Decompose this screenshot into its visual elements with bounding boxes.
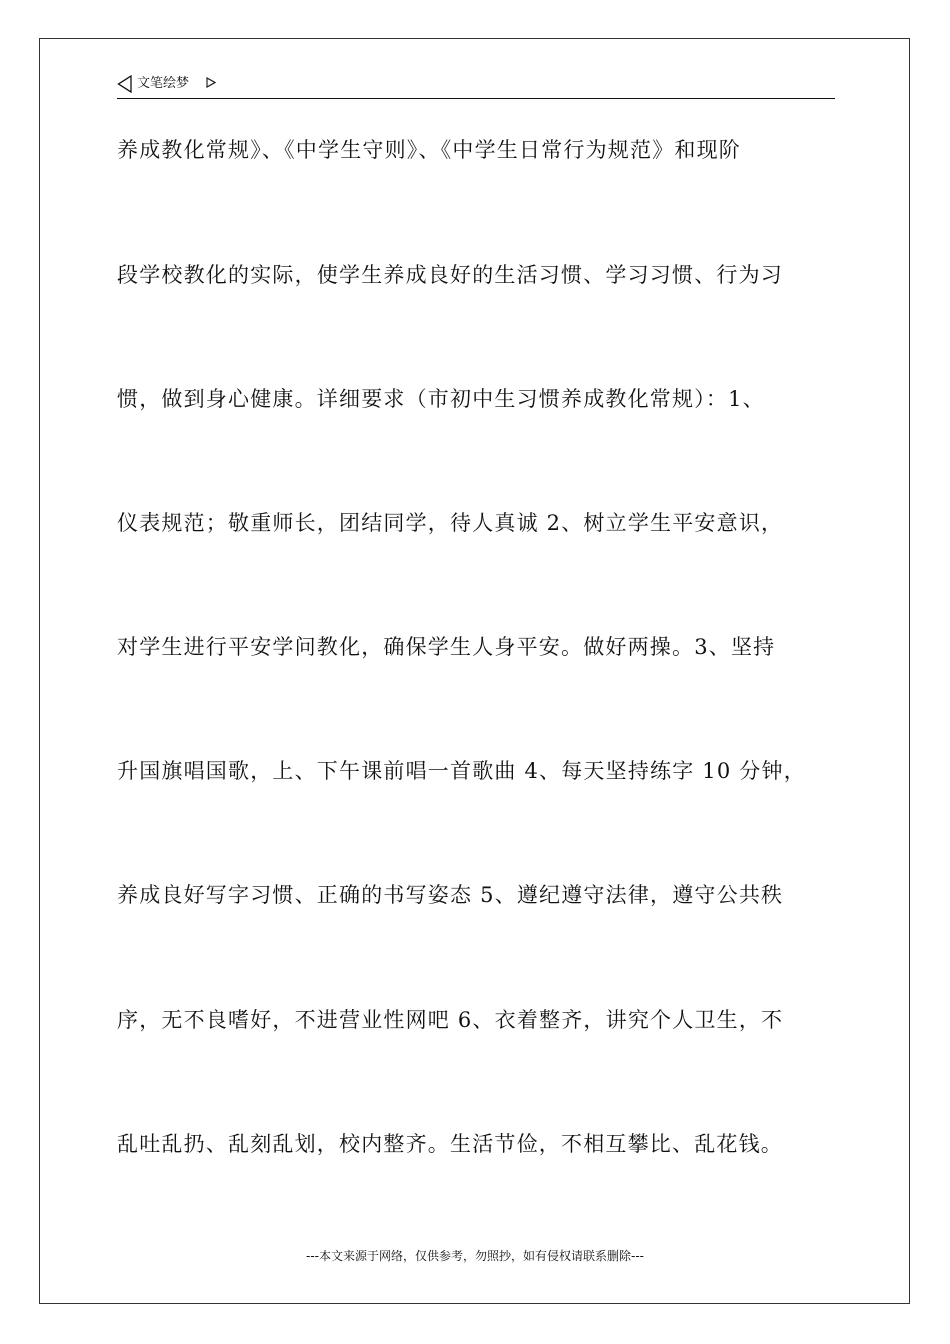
body-line: 乱吐乱扔、乱刻乱划，校内整齐。生活节俭，不相互攀比、乱花钱。 [117,1132,783,1156]
header-title: 文笔绘梦 [137,76,190,91]
body-line: 仪表规范；敬重师长，团结同学，待人真诚 2、树立学生平安意识， [117,511,784,535]
triangle-left-outline-icon [117,75,133,93]
page-header [117,74,835,99]
body-line: 惯，做到身心健康。详细要求（市初中生习惯养成教化常规）：1、 [117,387,765,411]
body-line: 养成良好写字习惯、正确的书写姿态 5、遵纪遵守法律，遵守公共秩 [117,883,784,907]
body-line: 段学校教化的实际，使学生养成良好的生活习惯、学习习惯、行为习 [117,263,783,287]
body-line: 序，无不良嗜好，不进营业性网吧 6、衣着整齐，讲究个人卫生，不 [117,1008,784,1032]
body-line: 养成教化常规》、《中学生守则》、《中学生日常行为规范》和现阶 [117,138,741,162]
footer-disclaimer: ---本文来源于网络，仅供参考，勿照抄，如有侵权请联系删除--- [306,1249,644,1263]
body-line: 升国旗唱国歌，上、下午课前唱一首歌曲 4、每天坚持练字 10 分钟， [117,759,806,783]
triangle-right-outline-icon [206,77,216,88]
body-line: 对学生进行平安学问教化，确保学生人身平安。做好两操。3、坚持 [117,635,776,659]
page-frame [39,38,910,1304]
